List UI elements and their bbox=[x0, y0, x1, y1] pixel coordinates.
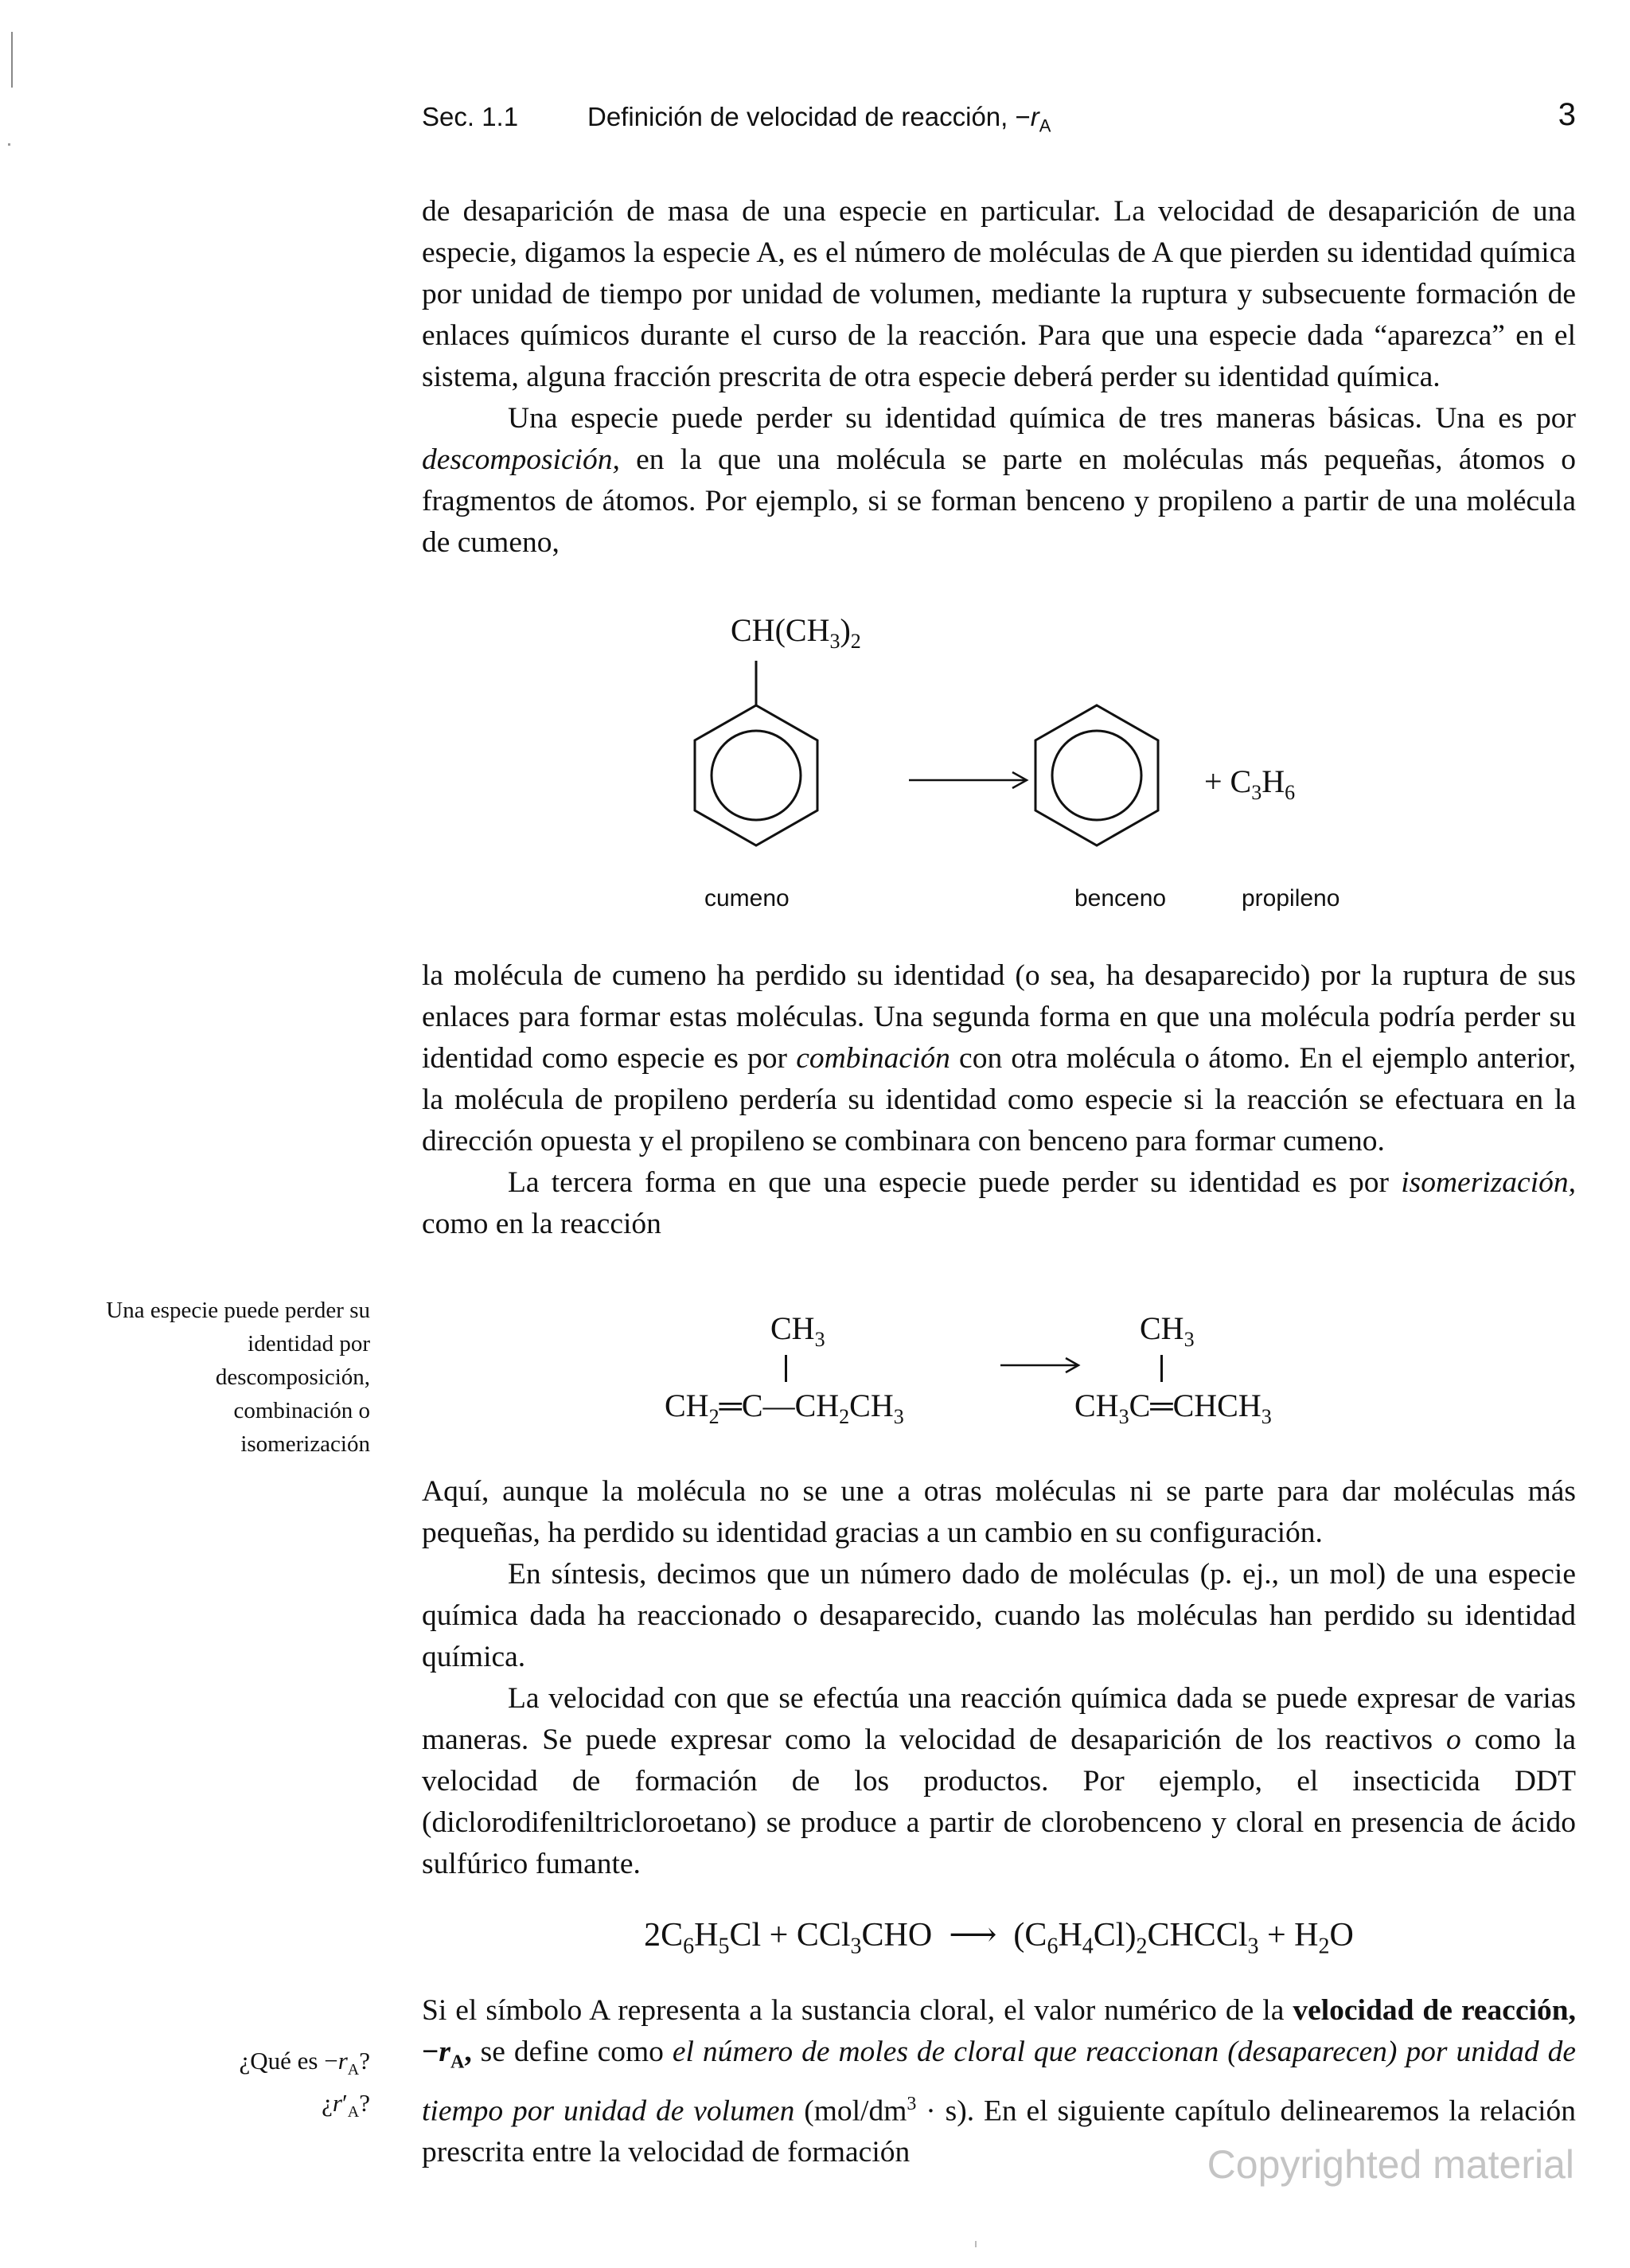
paragraph: de desaparición de masa de una especie en particular. La velocidad de desaparición de una especie, digamos la especie A, es el número de moléculas de A que pierden su identidad química por unidad de tiempo por unidad de volumen, mediante la ruptura y subsecuente formación de enlaces químicos durante el curso de la reacción. Para que una especie dada “aparezca” en el sistema, alguna fracción prescrita de otra especie deberá perder su identidad química. bbox=[422, 195, 1576, 393]
scan-speck bbox=[8, 143, 10, 146]
section-title: Definición de velocidad de reacción, $-r_A$ bbox=[587, 102, 1051, 136]
paragraph: En síntesis, decimos que un número dado de moléculas (p. ej., un mol) de una especie química dada ha reaccionado o desaparecido, cuando las moléculas han perdido su identidad química. bbox=[422, 1558, 1576, 1673]
paragraph: Una especie puede perder su identidad química de tres maneras básicas. Una es por descomposición, en la que una molécula se parte en moléculas más pequeñas, átomos o fragmentos de átomos. Por ejemplo, si se forman benceno y propileno a partir de una molécula de cumeno, bbox=[422, 402, 1576, 559]
benzene-ring bbox=[1035, 705, 1158, 845]
product-formula: $CH_3C═CHCH_3$ bbox=[1074, 1388, 1272, 1428]
body-text-lower bbox=[422, 1471, 1576, 1885]
propylene-formula: + $C_3H_6$ bbox=[1204, 763, 1296, 804]
paragraph: La tercera forma en que una especie puede perder su identidad es por isomerización, como en la reacción bbox=[422, 1166, 1576, 1240]
margin-note-identity: Una especie puede perder su identidad por descomposición, combinación o isomerización bbox=[106, 1298, 370, 1457]
margin-question-ra: ¿Qué es $-r_A$? bbox=[239, 2047, 370, 2079]
paragraph: La velocidad con que se efectúa una reacción química dada se puede expresar de varias maneras. Se puede expresar como la velocidad de desaparición de los reactivos o como la velocidad de formación de los productos. Por ejemplo, el insecticida DDT (diclorodifeniltricloroetano) se produce a partir de clorobenceno y cloral en presencia de ácido sulfúrico fumante. bbox=[422, 1682, 1576, 1880]
label-propylene: propileno bbox=[1242, 885, 1340, 911]
reactant-methyl: $CH_3$ bbox=[770, 1310, 825, 1351]
reaction-arrow bbox=[909, 772, 1027, 788]
page-number: 3 bbox=[1558, 97, 1576, 132]
cumene-substituent: $CH(CH_3)_2$ bbox=[731, 612, 861, 653]
reactant-bond bbox=[785, 1355, 787, 1382]
scan-edge-mark bbox=[11, 32, 13, 88]
cumene-ring bbox=[695, 661, 817, 845]
ddt-equation: $2C_6H_5Cl + CCl_3CHO$ ⟶ $(C_6H_4Cl)_2CHCCl_3 + H_2O$ bbox=[644, 1917, 1354, 1959]
paragraph: Si el símbolo A representa a la sustancia cloral, el valor numérico de la velocidad de reacción, $-r_A$, se define como el número de moles de cloral que reaccionan (desaparecen) por unidad de tiempo por unidad de volumen $(mol/dm^3 \cdot s)$. En el siguiente capítulo delinearemos la relación prescrita entre la velocidad de formación bbox=[422, 1994, 1576, 2168]
label-benzene: benceno bbox=[1074, 885, 1167, 911]
product-bond bbox=[1160, 1355, 1163, 1382]
paragraph: la molécula de cumeno ha perdido su identidad (o sea, ha desaparecido) por la ruptura de sus enlaces para formar estas moléculas. Una segunda forma en que una molécula podría perder su identidad como especie es por combinación con otra molécula o átomo. En el ejemplo anterior, la molécula de propileno perdería su identidad como especie si la reacción se efectuara en la dirección opuesta y el propileno se combinara con benceno para formar cumeno. bbox=[422, 959, 1576, 1157]
reactant-formula: $CH_2═C—CH_2CH_3$ bbox=[665, 1388, 904, 1428]
body-text-middle bbox=[422, 955, 1576, 1245]
scan-speck bbox=[975, 2241, 977, 2247]
margin-question-ra-prime: ¿$r'_A$? bbox=[322, 2089, 370, 2122]
running-header bbox=[422, 97, 1576, 142]
product-methyl: $CH_3$ bbox=[1140, 1310, 1195, 1351]
body-text-top bbox=[422, 191, 1576, 564]
cumene-decomposition-diagram bbox=[422, 613, 1576, 931]
rate-definition-term: velocidad de reacción, $-r_A$, bbox=[422, 1994, 1576, 2073]
margin-note-rate-question bbox=[99, 2044, 370, 2129]
isomerization-arrow bbox=[999, 1353, 1086, 1377]
section-number: Sec. 1.1 bbox=[422, 102, 519, 131]
copyright-watermark: Copyrighted material bbox=[1207, 2142, 1574, 2187]
label-cumene: cumeno bbox=[704, 885, 790, 911]
paragraph: Aquí, aunque la molécula no se une a otras moléculas ni se parte para dar moléculas más pequeñas, ha perdido su identidad gracias a un cambio en su configuración. bbox=[422, 1475, 1576, 1549]
